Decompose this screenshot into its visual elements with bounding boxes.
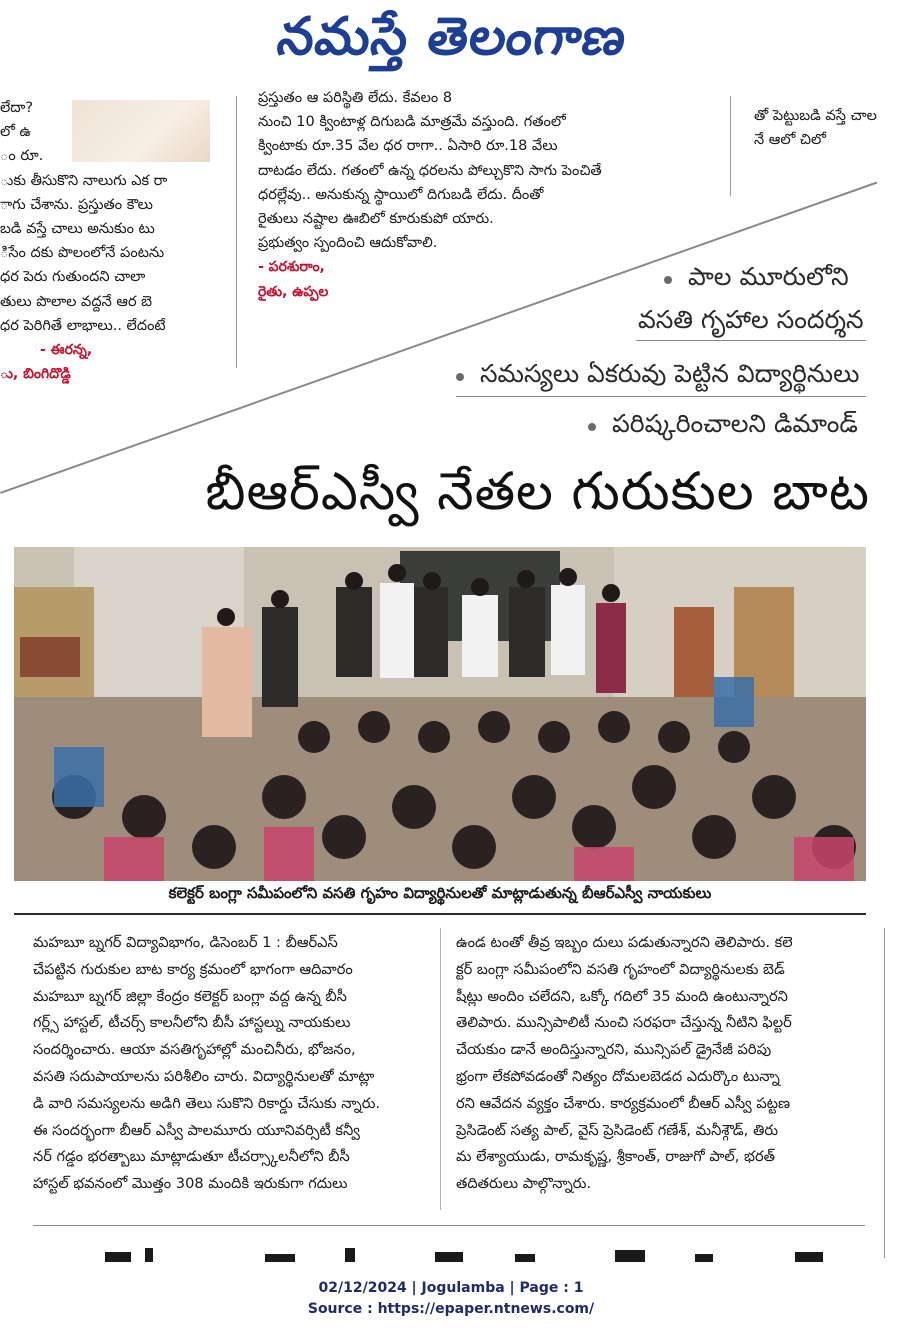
right-line: నే ఆలో చిలో (754, 132, 826, 149)
mid-line: క్వింటాకు రూ.35 వేల ధర రాగా.. ఏసారి రూ.18 వేలు (258, 138, 558, 155)
article-line: తెలిపారు. మున్సిపాలిటీ నుంచి సరఫరా చేస్తున్న నీటిని ఫిల్టర్ (456, 1014, 792, 1032)
bullet-text: పాల మూరులోని (688, 262, 849, 291)
masthead (0, 0, 902, 86)
bullet-item (664, 262, 849, 298)
footer-date-edition: 02/12/2024 | Jogulamba | Page : 1 (318, 1280, 584, 1296)
column-divider (236, 96, 237, 368)
cropped-headline-strokes (95, 1242, 865, 1262)
left-signature-place: ు, బింగిదొడ్డి (0, 366, 71, 383)
left-line: తులు పొలాల వద్దనే ఆర బె (0, 293, 153, 310)
article-line: చేయకుం డానే అందిస్తున్నారని, మున్సిపల్ డ్రైనేజీ పరిపు (456, 1041, 772, 1059)
article-line: ప్రెసిడెంట్ సత్య పాల్, వైస్ ప్రెసిడెంట్ గణేశ్, మనీశ్గౌడ్, తిరు (456, 1121, 779, 1139)
article-line: మహబూ బ్నగర్ జిల్లా కేంద్రం కలెక్టర్ బంగ్లా వద్ద ఉన్న బీసీ (33, 987, 347, 1005)
news-photo (14, 547, 866, 881)
mid-line: నుంచి 10 క్వింటాళ్ల దిగుబడి మాత్రమే వస్తుంది. గతంలో (258, 114, 566, 131)
cropped-next-headline (95, 1242, 865, 1262)
article-line: భ్రంగా లేకపోవడంతో నిత్యం దోమలబెడద ఎదుర్కొం టున్నా (456, 1067, 780, 1085)
bullet-text: పరిష్కరించాలని డిమాండ్ (612, 409, 858, 438)
mid-line: రైతులు నష్టాల ఊబిలో కూరుకుపో యారు. (258, 211, 494, 228)
article-line: క్టర్ బంగ్లా సమీపంలోని వసతి గృహంలో విద్యార్థినులకు బెడ్ (456, 960, 785, 978)
mid-line: ప్రభుత్వం స్పందించి ఆదుకోవాలి. (258, 235, 438, 252)
article-line: ఈ సందర్భంగా బీఆర్ ఎస్వీ పాలమూరు యూనివర్సిటీ కన్వీ (33, 1121, 360, 1139)
article-left-column (33, 930, 433, 1198)
left-column-text (0, 96, 225, 386)
article-line: సందర్శించారు. ఆయా వసతిగృహాల్లో మంచినీరు, భోజనం, (33, 1041, 356, 1059)
bullet-text: వసతి గృహాల సందర్శన (638, 305, 864, 334)
article-right-column (456, 930, 856, 1198)
bullet-item (588, 409, 858, 445)
article-line: హాస్టల్ భవనంలో మొత్తం 308 మందికి ఇరుకుగా గదులు (33, 1175, 348, 1193)
mid-line: ధరల్లేవు.. అనుకున్న స్థాయిలో దిగుబడి లేదు. దీంతో (258, 186, 544, 203)
column-divider (884, 928, 885, 1258)
bullet-dot-icon (456, 373, 464, 381)
article-line: షీట్లు అందిం చలేదని, ఒక్కో గదిలో 35 మంది ఉంటున్నారని (456, 987, 788, 1005)
bullet-underline (636, 340, 866, 341)
left-line: ిసేం దకు పొలంలోనే పంటను (0, 245, 165, 262)
mid-signature-name: - పరశురాం, (258, 259, 325, 276)
left-line: బడి వస్తే చాలు అనుకుం టు (0, 221, 155, 238)
article-line: డి వారి సమస్యలను అడిగి తెలు సుకొని రికార్డు చేసుకు న్నారు. (33, 1094, 381, 1112)
article-line: ఉండ టంతో తీవ్ర ఇబ్బం దులు పడుతున్నారని తెలిపారు. కలె (456, 934, 793, 951)
classroom-photo (14, 547, 866, 881)
photo-caption: కలెక్టర్ బంగ్లా సమీపంలోని వసతి గృహం విద్యార్థినులతో మాట్లాడుతున్న బీఆర్ఎస్వీ నాయకులు (168, 884, 712, 902)
bullet-item (456, 359, 859, 395)
left-signature-name: - ఈరన్న, (40, 342, 93, 359)
bullet-underline (456, 396, 866, 397)
bullet-dot-icon (664, 276, 672, 284)
article-line: గర్ల్స్ హాస్టల్, టీచర్స్ కాలనీలోని బీసీ హాస్టల్ను నాయకులు (33, 1014, 351, 1032)
column-divider (440, 928, 441, 1210)
footer-source: Source : https://epaper.ntnews.com/ (307, 1301, 595, 1317)
right-column-text (754, 104, 902, 152)
column-divider (730, 96, 731, 196)
article-line: చేపట్టిన గురుకుల బాట కార్య క్రమంలో భాగంగా ఆదివారం (33, 960, 353, 978)
article-line: రని ఆవేదన వ్యక్తం చేశారు. కార్యక్రమంలో బీఆర్ ఎస్వీ పట్టణ (456, 1094, 791, 1112)
bullet-text: సమస్యలు ఏకరువు పెట్టిన విద్యార్థినులు (480, 359, 860, 388)
section-divider (33, 1225, 865, 1226)
left-line: ధర పెరు గుతుందని చాలా (0, 269, 146, 286)
article-line: తదితరులు పాల్గొన్నారు. (456, 1175, 592, 1193)
mid-line: ప్రస్తుతం ఆ పరిస్థితి లేదు. కేవలం 8 (258, 90, 453, 106)
newspaper-logo: నమస్తే తెలంగాణ (273, 6, 631, 67)
article-line: మ లేశ్యాయుడు, రామకృష్ణ, శ్రీకాంత్, రాజుగో పాల్, భరత్ (456, 1148, 775, 1166)
article-line: వసతి సదుపాయాలను పరిశీలిం చారు. విద్యార్థినులతో మాట్లా (33, 1067, 375, 1085)
left-line: ధర పెరిగితే లాభాలు.. లేదంటే (0, 317, 166, 334)
bullet-dot-icon (588, 423, 596, 431)
left-line: లో ఉ (0, 124, 32, 141)
right-line: తో పెట్టుబడి వస్తే చాల (754, 108, 877, 124)
article-line: మహబూ బ్నగర్ విద్యావిభాగం, డిసెంబర్ 1 : బీఆర్ఎస్ (33, 934, 338, 951)
middle-column-text (258, 90, 708, 304)
left-line: లేదా? (0, 100, 34, 116)
left-line: ుకు తీసుకొని నాలుగు ఎక రా (0, 172, 168, 189)
article-line: నర్ గడ్డం భరత్బాబు మాట్లాడుతూ టీచర్స్కాలనీలోని బీసీ (33, 1148, 350, 1166)
left-line: ాగు చేశాను. ప్రస్తుతం కౌలు (0, 196, 153, 213)
mid-signature-place: రైతు, ఉప్పల (258, 283, 329, 300)
caption-underline (14, 913, 866, 915)
headline: బీఆర్ఎస్వీ నేతల గురుకుల బాట (205, 462, 870, 522)
mid-line: దాటడం లేదు. గతంలో ఉన్న ధరలను పోల్చుకొని సాగు పెంచితే (258, 162, 602, 179)
left-line: ం రూ. (0, 148, 44, 165)
bullet-item (638, 305, 864, 341)
